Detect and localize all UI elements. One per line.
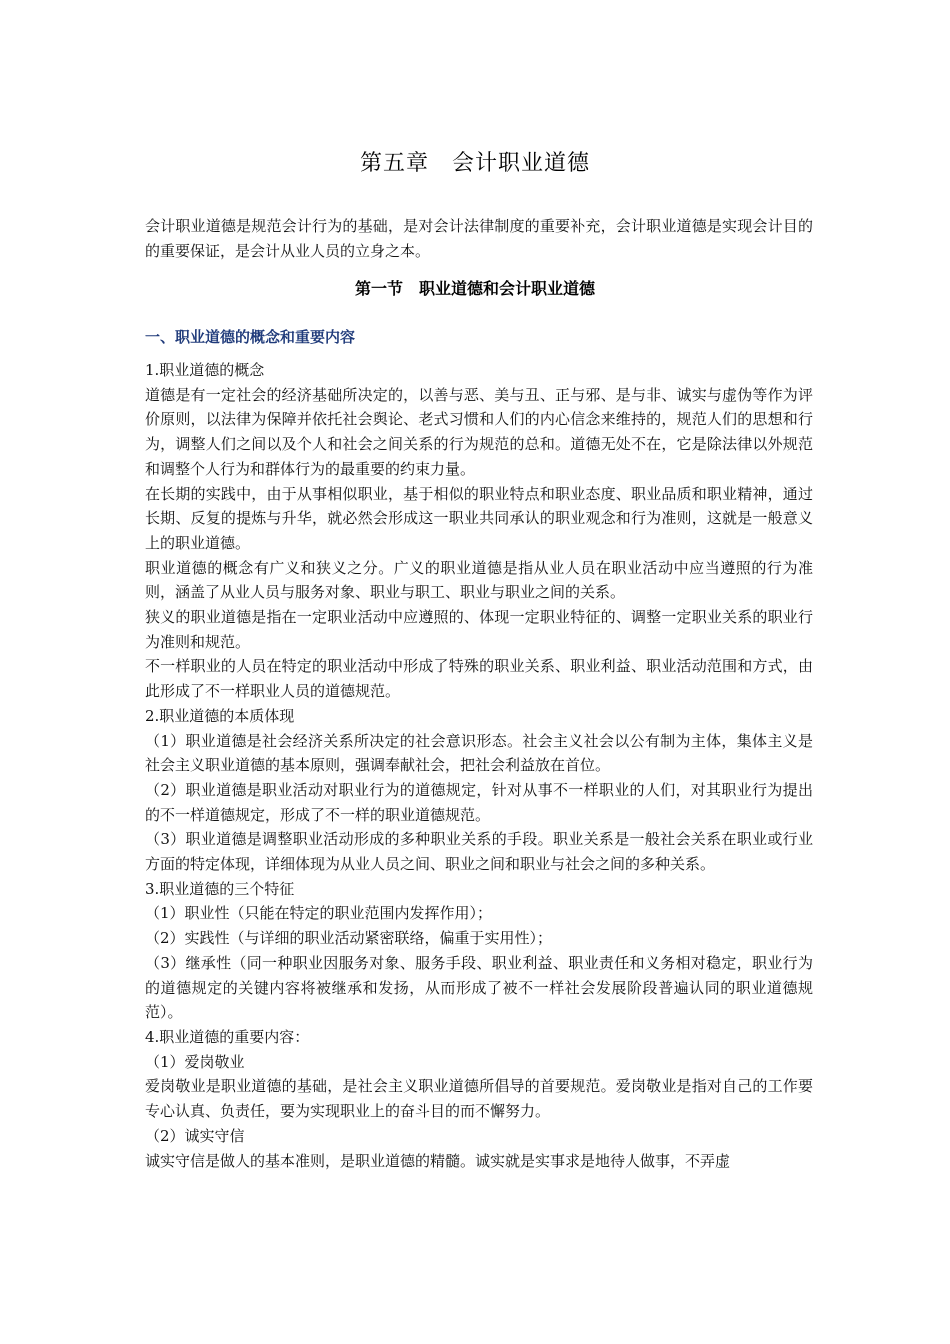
list-item: （2）诚实守信 — [145, 1126, 245, 1145]
body-text — [145, 358, 813, 1173]
heading-essence: 2.职业道德的本质体现 — [145, 706, 295, 725]
list-item: （2）职业道德是职业活动对职业行为的道德规定，针对从事不一样职业的人们，对其职业行为提出的不一样道德规定，形成了不一样的职业道德规范。 — [145, 780, 813, 824]
list-item: （1）职业性（只能在特定的职业范围内发挥作用）； — [145, 904, 493, 923]
list-item: （1）职业道德是社会经济关系所决定的社会意识形态。社会主义社会以公有制为主体，集体主义是社会主义职业道德的基本原则，强调奉献社会，把社会利益放在首位。 — [145, 731, 813, 775]
section-title: 第一节 职业道德和会计职业道德 — [354, 279, 595, 298]
subsection-title: 一、职业道德的概念和重要内容 — [145, 328, 356, 346]
paragraph: 诚实守信是做人的基本准则，是职业道德的精髓。诚实就是实事求是地待人做事，不弄虚 — [145, 1151, 731, 1170]
intro-paragraph: 会计职业道德是规范会计行为的基础，是对会计法律制度的重要补充，会计职业道德是实现会计目的的重要保证，是会计从业人员的立身之本。 — [145, 217, 813, 260]
list-item: （2）实践性（与详细的职业活动紧密联络，偏重于实用性）； — [145, 929, 553, 948]
paragraph: 狭义的职业道德是指在一定职业活动中应遵照的、体现一定职业特征的、调整一定职业关系的职业行为准则和规范。 — [145, 608, 813, 651]
chapter-title: 第五章 会计职业道德 — [359, 151, 590, 176]
heading-content: 4.职业道德的重要内容： — [145, 1027, 310, 1046]
paragraph: 道德是有一定社会的经济基础所决定的，以善与恶、美与丑、正与邪、是与非、诚实与虚伪等作为评价原则，以法律为保障并依托社会舆论、老式习惯和人们的内心信念来维持的，规范人们的思想和行为，调整人们之间以及个人和社会之间关系的行为规范的总和。道德无处不在，它是除法律以外规范和调整个人行为和群体行为的最重要的约束力量。 — [145, 385, 813, 478]
heading-concept: 1.职业道德的概念 — [145, 361, 265, 379]
list-item: （1）爱岗敬业 — [145, 1052, 245, 1071]
list-item: （3）继承性（同一种职业因服务对象、服务手段、职业利益、职业责任和义务相对稳定，职业行为的道德规定的关键内容将被继承和发扬，从而形成了被不一样社会发展阶段普遍认同的职业道德规范）。 — [145, 953, 813, 1022]
heading-features: 3.职业道德的三个特征 — [145, 879, 295, 898]
paragraph: 爱岗敬业是职业道德的基础，是社会主义职业道德所倡导的首要规范。爱岗敬业是指对自己的工作要专心认真、负责任，要为实现职业上的奋斗目的而不懈努力。 — [145, 1077, 813, 1121]
paragraph: 不一样职业的人员在特定的职业活动中形成了特殊的职业关系、职业利益、职业活动范围和方式，由此形成了不一样职业人员的道德规范。 — [145, 657, 813, 701]
list-item: （3）职业道德是调整职业活动形成的多种职业关系的手段。职业关系是一般社会关系在职业或行业方面的特定体现，详细体现为从业人员之间、职业之间和职业与社会之间的多种关系。 — [145, 830, 813, 874]
paragraph: 在长期的实践中，由于从事相似职业，基于相似的职业特点和职业态度、职业品质和职业精神，通过长期、反复的提炼与升华，就必然会形成这一职业共同承认的职业观念和行为准则，这就是一般意义上的职业道德。 — [145, 484, 813, 552]
paragraph: 职业道德的概念有广义和狭义之分。广义的职业道德是指从业人员在职业活动中应当遵照的行为准则，涵盖了从业人员与服务对象、职业与职工、职业与职业之间的关系。 — [145, 558, 813, 602]
